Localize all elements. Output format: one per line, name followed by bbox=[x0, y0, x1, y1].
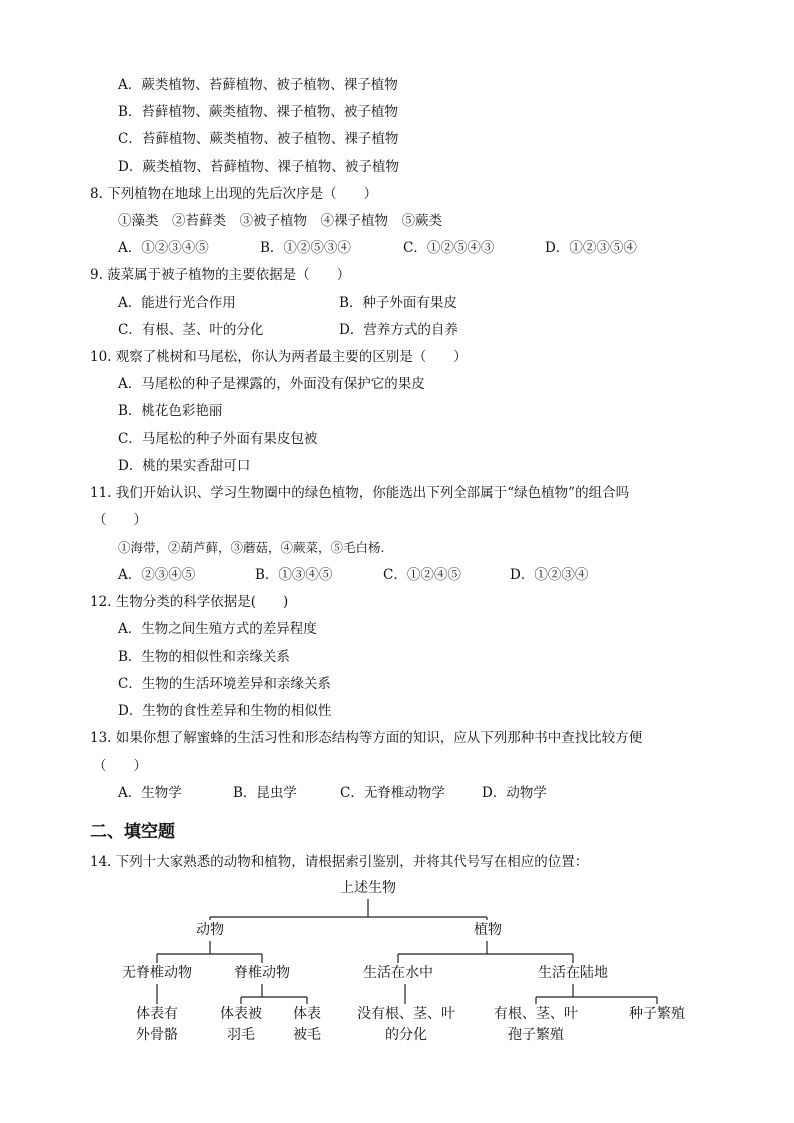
q10-stem: 10. 观察了桃树和马尾松，你认为两者最主要的区别是（ ） bbox=[90, 349, 467, 365]
q13-stem: 13. 如果你想了解蜜蜂的生活习性和形态结构等方面的知识，应从下列那种书中查找比较方便 bbox=[90, 730, 643, 746]
q9-option-a: A．能进行光合作用 bbox=[118, 295, 236, 311]
q8-option-c: C．①②⑤④③ bbox=[403, 240, 495, 256]
tree-no-organs bbox=[348, 1004, 464, 1046]
q7-option-c: C．苔藓植物、蕨类植物、被子植物、裸子植物 bbox=[118, 131, 399, 147]
q7-option-d: D．蕨类植物、苔藓植物、裸子植物、被子植物 bbox=[118, 159, 399, 175]
q10-option-a: A．马尾松的种子是裸露的，外面没有保护它的果皮 bbox=[118, 376, 425, 392]
q12-option-d: D．生物的食性差异和生物的相似性 bbox=[118, 703, 332, 719]
tree-fur-line2: 被毛 bbox=[293, 1027, 321, 1043]
q9-stem: 9. 菠菜属于被子植物的主要依据是（ ） bbox=[90, 267, 351, 283]
tree-root: 上述生物 bbox=[318, 878, 418, 899]
tree-no-organs-line2: 的分化 bbox=[385, 1027, 427, 1043]
tree-water: 生活在水中 bbox=[350, 963, 446, 984]
tree-spore bbox=[486, 1004, 586, 1046]
tree-spore-line2: 孢子繁殖 bbox=[508, 1027, 564, 1043]
q9-option-c: C．有根、茎、叶的分化 bbox=[118, 322, 264, 338]
q13-option-c: C．无脊椎动物学 bbox=[340, 785, 445, 801]
tree-feathers-line2: 羽毛 bbox=[227, 1027, 255, 1043]
q13-stem-blank: （ ） bbox=[93, 758, 147, 774]
q8-stem: 8. 下列植物在地球上出现的先后次序是（ ） bbox=[90, 186, 378, 202]
q11-option-d: D．①②③④ bbox=[510, 567, 589, 583]
q11-option-c: C．①②④⑤ bbox=[383, 567, 461, 583]
tree-animal: 动物 bbox=[180, 920, 240, 941]
tree-feathers bbox=[211, 1004, 271, 1046]
tree-vertebrate: 脊椎动物 bbox=[222, 963, 302, 984]
tree-exoskeleton-line1: 体表有 bbox=[136, 1006, 178, 1022]
tree-fur-line1: 体表 bbox=[293, 1006, 321, 1022]
tree-land: 生活在陆地 bbox=[525, 963, 621, 984]
q10-option-b: B．桃花色彩艳丽 bbox=[118, 403, 223, 419]
q13-option-d: D．动物学 bbox=[482, 785, 547, 801]
q10-option-c: C．马尾松的种子外面有果皮包被 bbox=[118, 431, 318, 447]
q8-option-a: A．①②③④⑤ bbox=[118, 240, 209, 256]
tree-fur bbox=[282, 1004, 332, 1046]
tree-no-organs-line1: 没有根、茎、叶 bbox=[357, 1006, 455, 1022]
q12-option-a: A．生物之间生殖方式的差异程度 bbox=[118, 621, 317, 637]
q14-stem: 14. 下列十大家熟悉的动物和植物，请根据索引鉴别，并将其代号写在相应的位置： bbox=[90, 854, 589, 870]
tree-seed: 种子繁殖 bbox=[622, 1004, 692, 1025]
q8-option-b: B．①②⑤③④ bbox=[260, 240, 351, 256]
tree-exoskeleton bbox=[127, 1004, 187, 1046]
tree-exoskeleton-line2: 外骨骼 bbox=[136, 1027, 178, 1043]
tree-invertebrate: 无脊椎动物 bbox=[112, 963, 202, 984]
q7-option-a: A．蕨类植物、苔藓植物、被子植物、裸子植物 bbox=[118, 77, 398, 93]
q12-stem: 12. 生物分类的科学依据是( ) bbox=[90, 594, 289, 610]
q7-option-b: B．苔藓植物、蕨类植物、裸子植物、被子植物 bbox=[118, 104, 398, 120]
q8-items: ①藻类 ②苔藓类 ③被子植物 ④裸子植物 ⑤蕨类 bbox=[118, 213, 442, 229]
q11-stem: 11. 我们开始认识、学习生物圈中的绿色植物，你能选出下列全部属于“绿色植物”的组合吗 bbox=[90, 485, 630, 501]
q10-option-d: D．桃的果实香甜可口 bbox=[118, 458, 251, 474]
tree-spore-line1: 有根、茎、叶 bbox=[494, 1006, 578, 1022]
tree-feathers-line1: 体表被 bbox=[220, 1006, 262, 1022]
q12-option-b: B．生物的相似性和亲缘关系 bbox=[118, 649, 290, 665]
q12-option-c: C．生物的生活环境差异和亲缘关系 bbox=[118, 676, 331, 692]
section-title: 二、填空题 bbox=[90, 822, 175, 842]
tree-plant: 植物 bbox=[460, 920, 516, 941]
q11-stem-blank: （ ） bbox=[93, 512, 147, 528]
q9-option-d: D．营养方式的自养 bbox=[339, 322, 458, 338]
q8-option-d: D．①②③⑤④ bbox=[545, 240, 637, 256]
q13-option-a: A．生物学 bbox=[118, 785, 182, 801]
q13-option-b: B．昆虫学 bbox=[233, 785, 297, 801]
q11-items: ①海带，②葫芦藓，③蘑菇，④蕨菜，⑤毛白杨. bbox=[118, 540, 385, 555]
q11-option-a: A．②③④⑤ bbox=[118, 567, 196, 583]
q11-option-b: B．①③④⑤ bbox=[255, 567, 333, 583]
q9-option-b: B．种子外面有果皮 bbox=[339, 295, 457, 311]
